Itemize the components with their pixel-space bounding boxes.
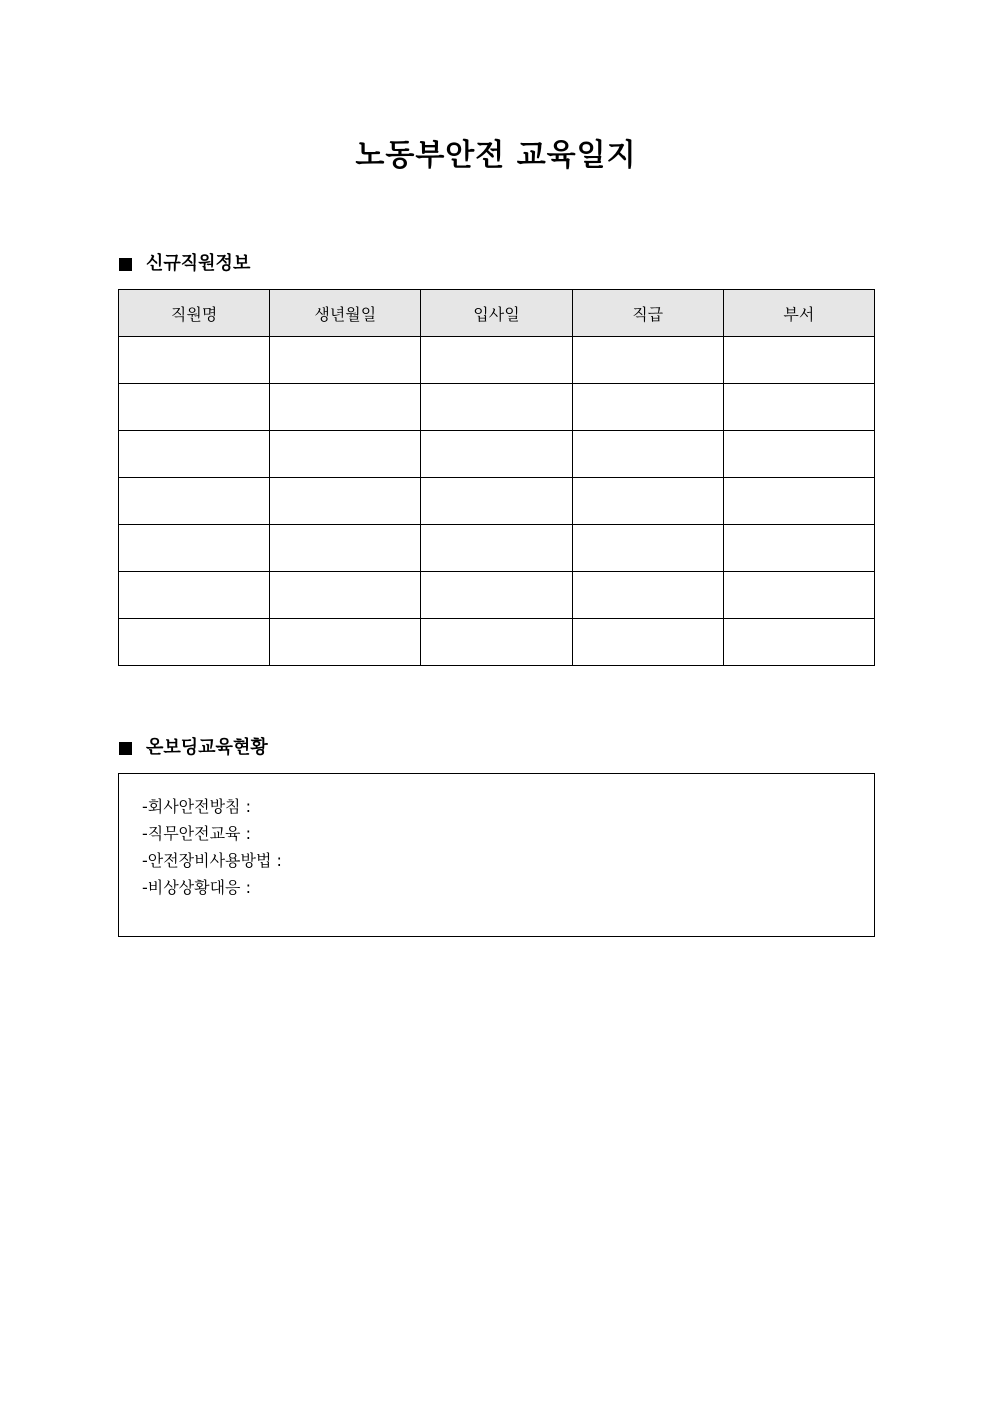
table-row bbox=[119, 337, 875, 384]
column-header-department: 부서 bbox=[723, 290, 874, 337]
table-cell[interactable] bbox=[723, 572, 874, 619]
table-cell[interactable] bbox=[270, 431, 421, 478]
section-heading-employee-info bbox=[119, 251, 250, 277]
table-row bbox=[119, 478, 875, 525]
table-cell[interactable] bbox=[723, 384, 874, 431]
onboarding-item-safety-equipment-usage: -안전장비사용방법 : bbox=[142, 851, 282, 870]
table-cell[interactable] bbox=[421, 619, 572, 666]
table-header-row bbox=[119, 290, 875, 337]
page-title: 노동부안전 교육일지 bbox=[355, 138, 637, 173]
section-heading-label: 신규직원정보 bbox=[146, 253, 251, 274]
table-cell[interactable] bbox=[270, 478, 421, 525]
section-heading-label: 온보딩교육현황 bbox=[146, 737, 268, 758]
table-cell[interactable] bbox=[119, 337, 270, 384]
table-cell[interactable] bbox=[270, 384, 421, 431]
table-cell[interactable] bbox=[119, 619, 270, 666]
table-cell[interactable] bbox=[572, 619, 723, 666]
table-row bbox=[119, 572, 875, 619]
onboarding-item-company-safety-policy: -회사안전방침 : bbox=[142, 797, 251, 816]
table-cell[interactable] bbox=[421, 572, 572, 619]
table-cell[interactable] bbox=[119, 525, 270, 572]
table-cell[interactable] bbox=[723, 525, 874, 572]
table-cell[interactable] bbox=[572, 525, 723, 572]
column-header-birthdate: 생년월일 bbox=[270, 290, 421, 337]
onboarding-items-list bbox=[142, 793, 282, 901]
column-header-hire-date: 입사일 bbox=[421, 290, 572, 337]
table-cell[interactable] bbox=[572, 572, 723, 619]
table-cell[interactable] bbox=[421, 431, 572, 478]
table-cell[interactable] bbox=[572, 478, 723, 525]
table-cell[interactable] bbox=[119, 478, 270, 525]
table-cell[interactable] bbox=[270, 525, 421, 572]
table-cell[interactable] bbox=[723, 619, 874, 666]
square-bullet-icon bbox=[119, 258, 132, 271]
table-cell[interactable] bbox=[421, 478, 572, 525]
column-header-name: 직원명 bbox=[119, 290, 270, 337]
table-row bbox=[119, 525, 875, 572]
table-cell[interactable] bbox=[572, 384, 723, 431]
section-heading-onboarding bbox=[119, 735, 268, 761]
table-cell[interactable] bbox=[572, 431, 723, 478]
table-cell[interactable] bbox=[119, 431, 270, 478]
table-cell[interactable] bbox=[723, 431, 874, 478]
table-cell[interactable] bbox=[421, 384, 572, 431]
column-header-position: 직급 bbox=[572, 290, 723, 337]
table-cell[interactable] bbox=[421, 525, 572, 572]
table-cell[interactable] bbox=[421, 337, 572, 384]
table-cell[interactable] bbox=[270, 572, 421, 619]
table-cell[interactable] bbox=[270, 619, 421, 666]
onboarding-status-box bbox=[118, 773, 875, 937]
onboarding-item-job-safety-training: -직무안전교육 : bbox=[142, 824, 251, 843]
table-cell[interactable] bbox=[723, 478, 874, 525]
onboarding-item-emergency-response: -비상상황대응 : bbox=[142, 878, 251, 897]
table-row bbox=[119, 384, 875, 431]
table-cell[interactable] bbox=[119, 572, 270, 619]
table-cell[interactable] bbox=[270, 337, 421, 384]
table-cell[interactable] bbox=[723, 337, 874, 384]
employee-info-table bbox=[118, 289, 875, 666]
table-row bbox=[119, 619, 875, 666]
table-row bbox=[119, 431, 875, 478]
square-bullet-icon bbox=[119, 742, 132, 755]
table-cell[interactable] bbox=[119, 384, 270, 431]
table-cell[interactable] bbox=[572, 337, 723, 384]
